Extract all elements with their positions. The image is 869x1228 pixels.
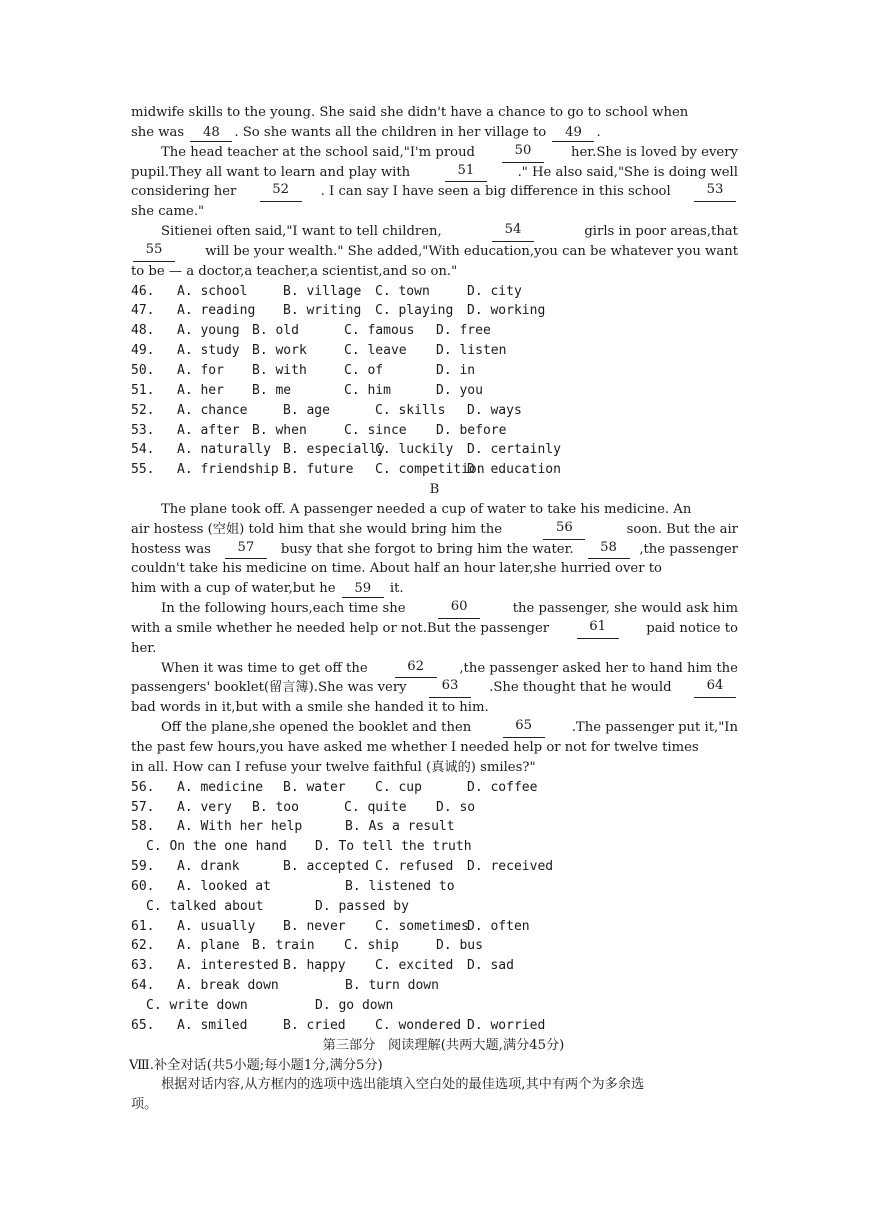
option-c[interactable]: C. playing <box>375 303 454 319</box>
option-d[interactable]: D. before <box>436 422 507 438</box>
question-number: 53. <box>131 422 155 438</box>
option-a[interactable]: A. her <box>177 382 224 398</box>
passage-text: busy that she forgot to bring him the water. <box>276 541 578 557</box>
option-b[interactable]: B. accepted <box>283 859 370 875</box>
passage-text: paid notice to <box>642 620 738 636</box>
option-b[interactable]: B. water <box>283 779 346 795</box>
passage-line <box>131 540 738 560</box>
passage-text: When it was time to get off the <box>161 660 372 676</box>
option-a[interactable]: A. usually <box>177 918 256 934</box>
option-d[interactable]: D. you <box>436 382 483 398</box>
passage-line <box>131 103 738 123</box>
option-b[interactable]: B. me <box>252 382 292 398</box>
question-row <box>131 956 738 976</box>
question-number: 52. <box>131 402 155 418</box>
passage-line <box>131 659 738 679</box>
passage-text: . <box>596 124 601 140</box>
option-d[interactable]: D. received <box>467 859 554 875</box>
option-c[interactable]: C. leave <box>344 343 407 359</box>
passage-line <box>131 182 738 202</box>
section8-title: Ⅷ.补全对话(共5小题;每小题1分,满分5分) <box>129 1057 383 1073</box>
option-a[interactable]: A. very <box>177 799 232 815</box>
passage-text: pupil.They all want to learn and play with <box>131 164 415 180</box>
option-c[interactable]: C. of <box>344 362 384 378</box>
passage-line <box>131 718 738 738</box>
option-c[interactable]: C. famous <box>344 323 415 339</box>
question-row <box>131 778 738 798</box>
option-c[interactable]: C. him <box>344 382 391 398</box>
option-a[interactable]: A. chance <box>177 402 248 418</box>
question-number: 65. <box>131 1017 155 1033</box>
passage-text: her. <box>131 640 157 656</box>
passage-line <box>131 222 738 242</box>
blank-54: 54 <box>492 222 534 242</box>
question-number: 57. <box>131 799 155 815</box>
question-row <box>131 381 738 401</box>
blank-56: 56 <box>543 520 585 540</box>
passage-line <box>131 698 738 718</box>
passage-text: . So she wants all the children in her village to <box>234 124 551 140</box>
passage-text: she came." <box>131 204 205 220</box>
question-row <box>131 421 738 441</box>
option-b[interactable]: B. never <box>283 918 346 934</box>
option-d[interactable]: D. education <box>467 462 561 478</box>
passage-text: midwife skills to the young. She said she didn't have a chance to go to school when <box>131 105 689 120</box>
passage-text: the past few hours,you have asked me whether I needed help or not for twelve times <box>131 740 699 755</box>
passage-text: hostess was <box>131 541 216 557</box>
section-b-label: B <box>429 482 440 498</box>
question-row <box>131 976 738 996</box>
passage-text: air hostess (空姐) told him that she would bring him the <box>131 521 507 537</box>
option-b[interactable]: B. with <box>252 362 307 378</box>
question-number: 64. <box>131 978 155 994</box>
question-number: 62. <box>131 938 155 954</box>
question-row <box>131 440 738 460</box>
option-b[interactable]: B. writing <box>283 303 362 319</box>
passage-text: passengers' booklet(留言簿).She was very <box>131 680 411 696</box>
option-b[interactable]: B. listened to <box>345 878 455 894</box>
instruction-line: 根据对话内容,从方框内的选项中选出能填入空白处的最佳选项,其中有两个为多余选 <box>161 1077 645 1093</box>
option-b[interactable]: B. train <box>252 938 315 954</box>
option-c[interactable]: C. skills <box>375 402 446 418</box>
question-row <box>131 877 738 897</box>
blank-59: 59 <box>342 581 384 598</box>
option-a[interactable]: A. for <box>177 362 224 378</box>
question-row <box>131 301 738 321</box>
blank-65: 65 <box>503 718 545 738</box>
option-b[interactable]: B. turn down <box>345 978 439 994</box>
question-number: 58. <box>131 819 155 835</box>
passage-text: ." He also said,"She is doing well <box>517 164 738 180</box>
questions-a <box>131 282 738 480</box>
instructions <box>131 1075 738 1115</box>
option-a-cont[interactable]: C. write down <box>146 997 248 1013</box>
question-number: 55. <box>131 462 155 478</box>
passage-text: considering her <box>131 184 241 200</box>
passage-line <box>131 262 738 282</box>
option-d[interactable]: D. often <box>467 918 530 934</box>
question-number: 60. <box>131 878 155 894</box>
passage-line <box>131 619 738 639</box>
passage-line <box>131 202 738 222</box>
option-c[interactable]: C. refused <box>375 859 454 875</box>
option-b[interactable]: B. too <box>252 799 299 815</box>
option-c[interactable]: C. ship <box>344 938 399 954</box>
option-d[interactable]: D. listen <box>436 343 507 359</box>
option-a[interactable]: A. interested <box>177 958 279 974</box>
passage-text: ,the passenger asked her to hand him the <box>459 660 738 676</box>
passage-text: with a smile whether he needed help or not.But the passenger <box>131 620 554 636</box>
question-row <box>131 857 738 877</box>
passage-text: The plane took off. A passenger needed a cup of water to take his medicine. An <box>161 501 692 517</box>
blank-55: 55 <box>133 242 175 262</box>
passage-line <box>131 143 738 163</box>
question-row <box>131 321 738 341</box>
blank-51: 51 <box>445 163 487 183</box>
blank-53: 53 <box>694 182 736 202</box>
option-a[interactable]: A. break down <box>177 978 279 994</box>
question-number: 54. <box>131 442 155 458</box>
passage-text: him with a cup of water,but he <box>131 581 340 597</box>
document-page <box>131 103 738 1115</box>
option-c[interactable]: C. cup <box>375 779 422 795</box>
question-row <box>131 917 738 937</box>
option-b[interactable]: B. cried <box>283 1017 346 1033</box>
option-b[interactable]: B. age <box>283 402 330 418</box>
option-b[interactable]: B. when <box>252 422 307 438</box>
question-row <box>131 996 738 1016</box>
blank-62: 62 <box>395 659 437 679</box>
question-number: 59. <box>131 859 155 875</box>
passage-text: . I can say I have seen a big difference in this school <box>320 184 675 200</box>
option-c[interactable]: C. sometimes <box>375 918 469 934</box>
question-row <box>131 401 738 421</box>
passage-line <box>131 559 738 579</box>
passage-text: couldn't take his medicine on time. About half an hour later,she hurried over to <box>131 561 662 577</box>
passage-line <box>131 500 738 520</box>
passage-text: her.She is loved by every <box>566 144 738 160</box>
passage-text: In the following hours,each time she <box>161 601 410 617</box>
passage-b <box>131 500 738 778</box>
option-d[interactable]: D. bus <box>436 938 483 954</box>
question-number: 47. <box>131 303 155 319</box>
passage-text: it. <box>385 581 404 597</box>
blank-63: 63 <box>429 678 471 698</box>
passage-line <box>131 599 738 619</box>
option-c[interactable]: C. town <box>375 283 430 299</box>
passage-line <box>131 163 738 183</box>
option-d[interactable]: D. certainly <box>467 442 561 458</box>
passage-text: The head teacher at the school said,"I'm proud <box>161 144 480 160</box>
passage-line <box>131 123 738 143</box>
option-d[interactable]: D. in <box>436 362 476 378</box>
passage-text: .She thought that he would <box>489 680 676 696</box>
option-a[interactable]: A. smiled <box>177 1017 248 1033</box>
instruction-line: 项。 <box>131 1097 158 1113</box>
blank-64: 64 <box>694 678 736 698</box>
option-a[interactable]: A. school <box>177 283 248 299</box>
option-a[interactable]: A. looked at <box>177 878 271 894</box>
option-a[interactable]: A. reading <box>177 303 256 319</box>
option-a[interactable]: A. plane <box>177 938 240 954</box>
option-a[interactable]: A. after <box>177 422 240 438</box>
blank-52: 52 <box>260 182 302 202</box>
option-c[interactable]: C. competition <box>375 462 485 478</box>
blank-60: 60 <box>438 599 480 619</box>
option-a[interactable]: A. naturally <box>177 442 271 458</box>
question-number: 50. <box>131 362 155 378</box>
part3-title: 第三部分 阅读理解(共两大题,满分45分) <box>322 1037 565 1053</box>
blank-61: 61 <box>577 619 619 639</box>
passage-line <box>131 579 738 599</box>
passage-line <box>131 678 738 698</box>
passage-text: .The passenger put it,"In <box>571 720 738 736</box>
blank-58: 58 <box>588 540 630 560</box>
passage-text: she was <box>131 124 189 140</box>
option-b-cont[interactable]: D. go down <box>315 997 394 1013</box>
option-b[interactable]: B. future <box>283 462 354 478</box>
question-row <box>131 282 738 302</box>
passage-text: ,the passenger <box>639 541 738 557</box>
blank-48: 48 <box>190 125 232 142</box>
option-b[interactable]: B. work <box>252 343 307 359</box>
passage-a <box>131 103 738 282</box>
passage-line <box>131 639 738 659</box>
question-row <box>131 798 738 818</box>
option-a[interactable]: A. young <box>177 323 240 339</box>
question-number: 48. <box>131 323 155 339</box>
option-d[interactable]: D. so <box>436 799 476 815</box>
question-row <box>131 936 738 956</box>
question-row <box>131 897 738 917</box>
option-b-cont[interactable]: D. passed by <box>315 898 409 914</box>
option-b[interactable]: B. As a result <box>345 819 455 835</box>
questions-b <box>131 778 738 1036</box>
passage-text: to be — a doctor,a teacher,a scientist,and so on." <box>131 263 458 279</box>
option-d[interactable]: D. city <box>467 283 522 299</box>
option-c[interactable]: C. luckily <box>375 442 454 458</box>
option-d[interactable]: D. working <box>467 303 546 319</box>
option-a[interactable]: A. drank <box>177 859 240 875</box>
option-b[interactable]: B. old <box>252 323 299 339</box>
question-number: 56. <box>131 779 155 795</box>
question-number: 63. <box>131 958 155 974</box>
question-row <box>131 460 738 480</box>
option-a[interactable]: A. With her help <box>177 819 303 835</box>
passage-text: soon. But the air <box>622 521 738 537</box>
passage-line <box>131 738 738 758</box>
option-c[interactable]: C. wondered <box>375 1017 462 1033</box>
question-number: 49. <box>131 343 155 359</box>
option-a[interactable]: A. friendship <box>177 462 279 478</box>
question-number: 46. <box>131 283 155 299</box>
question-row <box>131 837 738 857</box>
option-c[interactable]: C. quite <box>344 799 407 815</box>
question-number: 51. <box>131 382 155 398</box>
passage-line <box>131 520 738 540</box>
option-b[interactable]: B. village <box>283 283 362 299</box>
question-number: 61. <box>131 918 155 934</box>
question-row <box>131 361 738 381</box>
option-d[interactable]: D. sad <box>467 958 514 974</box>
option-a-cont[interactable]: C. talked about <box>146 898 264 914</box>
passage-text: Sitienei often said,"I want to tell children, <box>161 224 446 240</box>
blank-57: 57 <box>225 540 267 560</box>
blank-50: 50 <box>502 143 544 163</box>
question-row <box>131 341 738 361</box>
option-d[interactable]: D. coffee <box>467 779 538 795</box>
passage-text: bad words in it,but with a smile she handed it to him. <box>131 700 489 716</box>
passage-line <box>131 242 738 262</box>
option-a[interactable]: A. medicine <box>177 779 264 795</box>
option-a[interactable]: A. study <box>177 343 240 359</box>
option-b[interactable]: B. especially <box>283 442 385 458</box>
option-a-cont[interactable]: C. On the one hand <box>146 839 287 855</box>
option-d[interactable]: D. worried <box>467 1017 546 1033</box>
option-b[interactable]: B. happy <box>283 958 346 974</box>
passage-text: will be your wealth." She added,"With education,you can be whatever you want <box>201 243 738 259</box>
passage-text: the passenger, she would ask him <box>508 601 738 617</box>
option-d[interactable]: D. free <box>436 323 491 339</box>
option-b-cont[interactable]: D. To tell the truth <box>315 839 472 855</box>
passage-text: in all. How can I refuse your twelve faithful (真诚的) smiles?" <box>131 759 536 775</box>
option-c[interactable]: C. since <box>344 422 407 438</box>
option-c[interactable]: C. excited <box>375 958 454 974</box>
blank-49: 49 <box>552 125 594 142</box>
option-d[interactable]: D. ways <box>467 402 522 418</box>
passage-text: girls in poor areas,that <box>580 224 738 240</box>
question-row <box>131 817 738 837</box>
passage-line <box>131 758 738 778</box>
question-row <box>131 1016 738 1036</box>
passage-text: Off the plane,she opened the booklet and then <box>161 720 476 736</box>
